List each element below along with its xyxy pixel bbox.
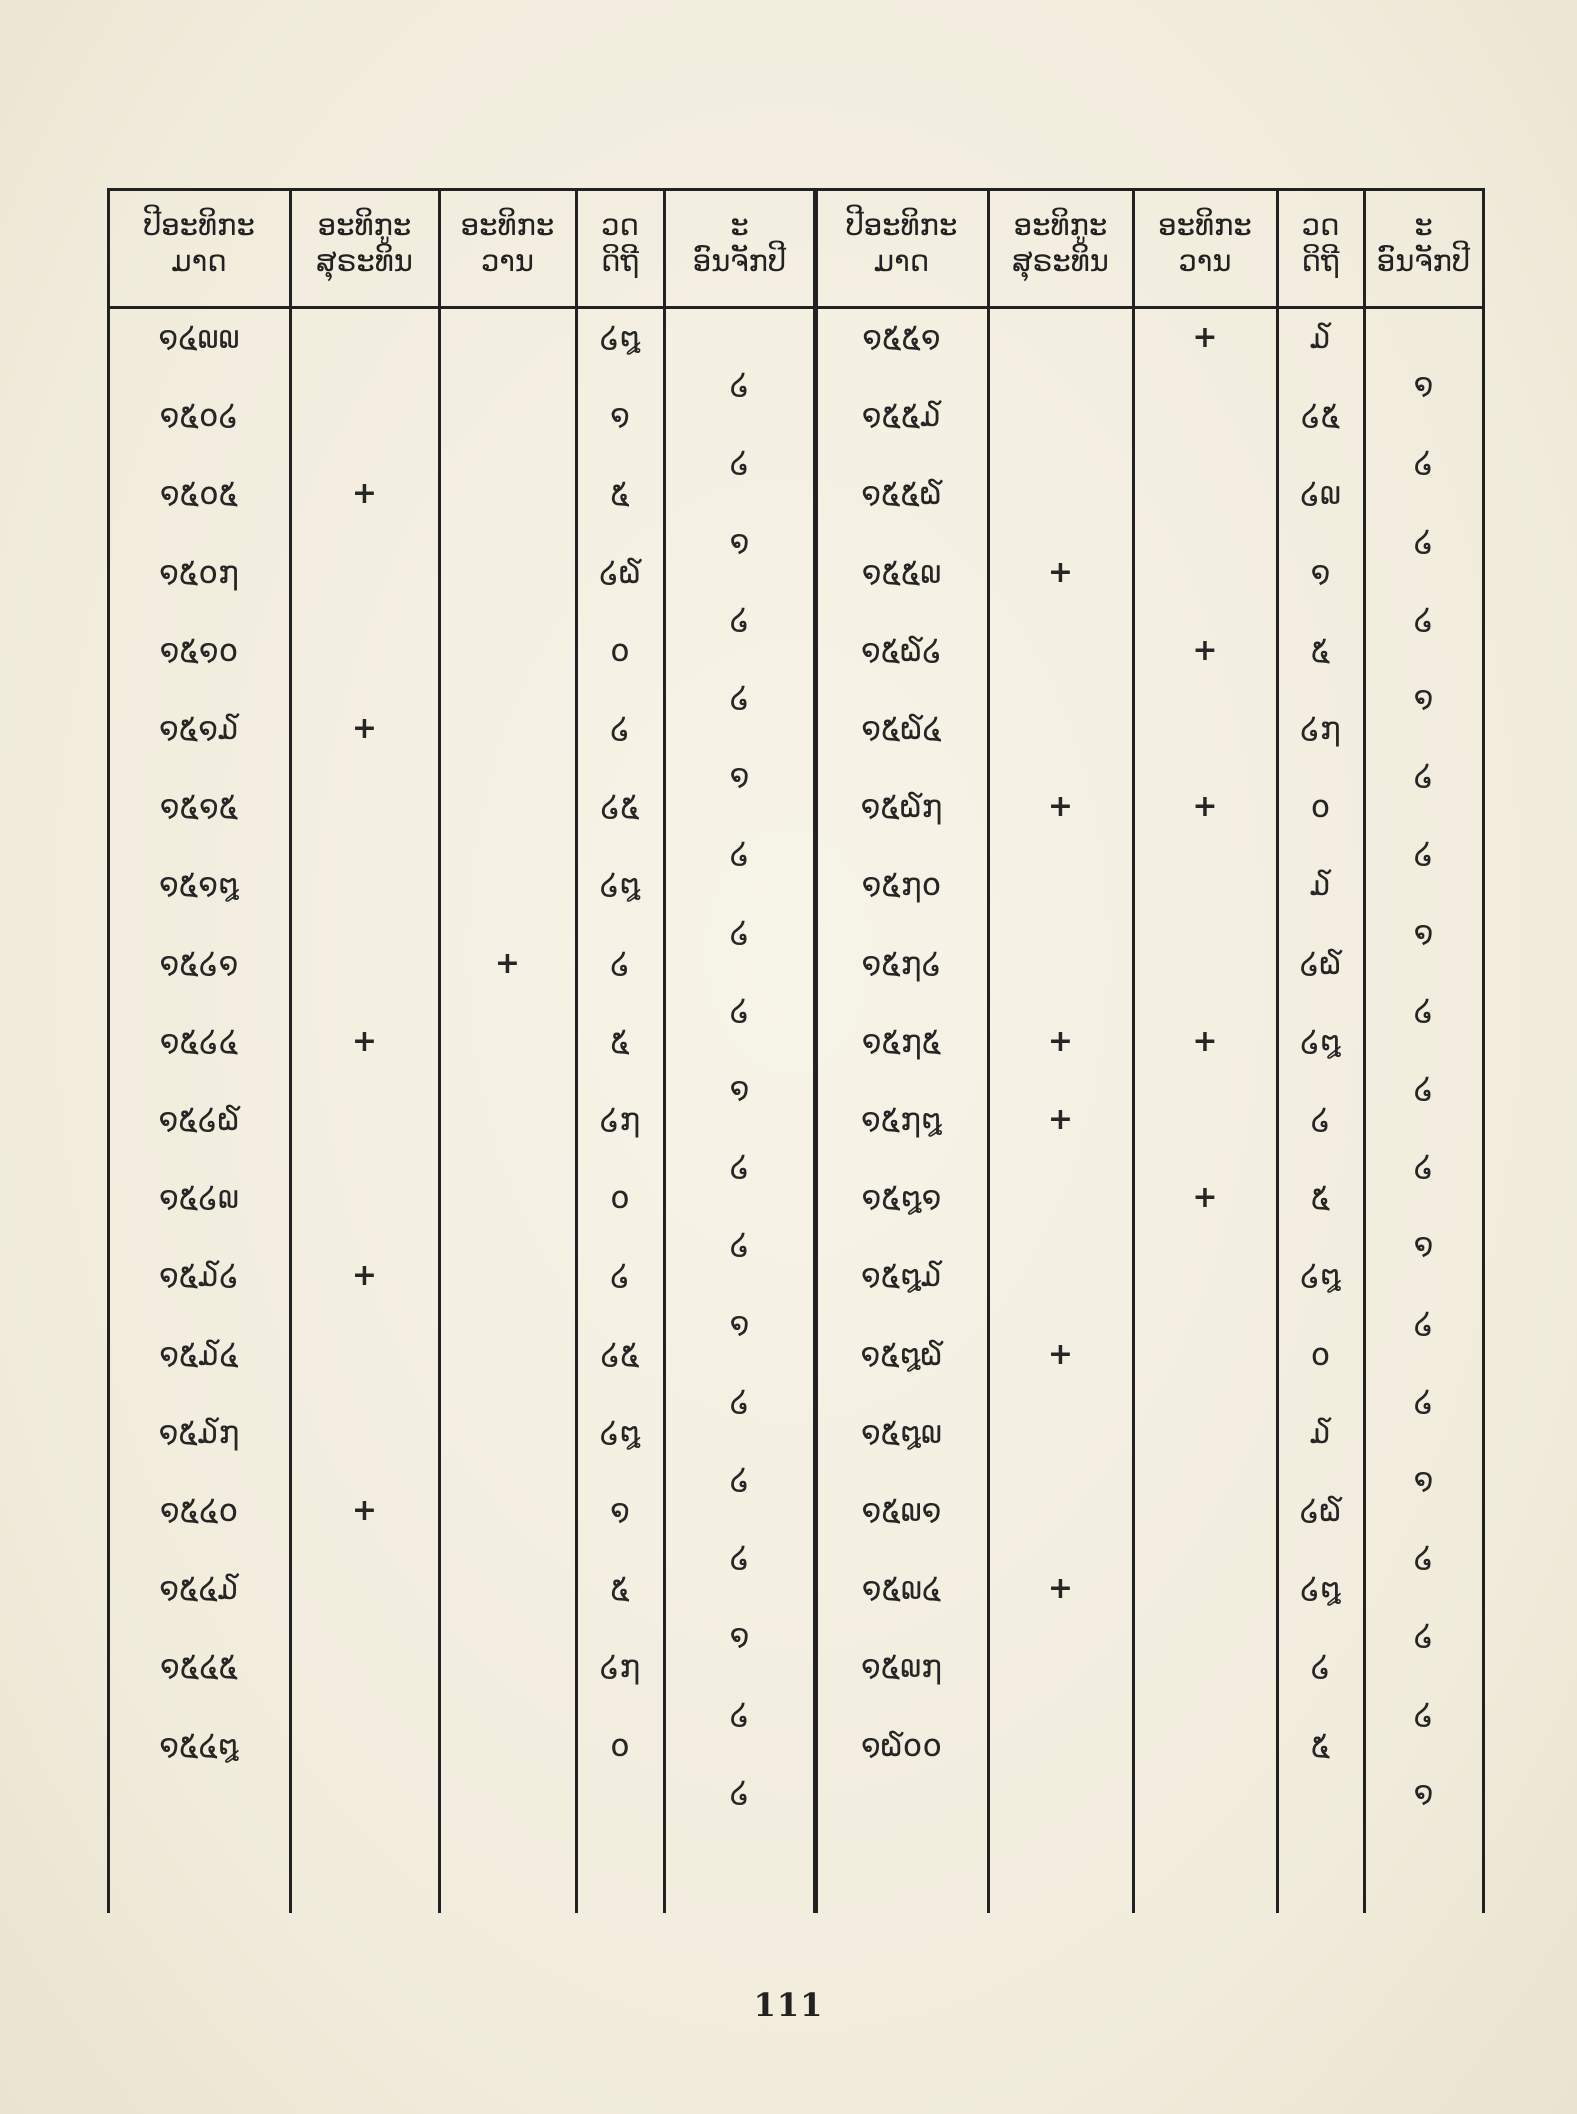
tithi-cell: ໒໕ <box>600 1336 640 1373</box>
cycle-cell: ໒ <box>729 445 750 482</box>
tithi-cell: ໓ <box>1310 867 1331 904</box>
leap-year-mark: + <box>351 476 378 512</box>
column-header <box>1133 194 1277 292</box>
column-header-line: ວານ <box>1178 244 1232 278</box>
cycle-cell: ໑ <box>1413 367 1434 404</box>
leap-month-year-cell: ໑໕໐໕ <box>159 476 239 513</box>
cycle-cell: ໒ <box>1413 758 1434 795</box>
page-number: 111 <box>753 1986 824 2024</box>
cycle-cell: ໒ <box>1413 601 1434 638</box>
leap-month-year-cell: ໑໕໔໓ <box>159 1571 239 1608</box>
column-header-line: ະ <box>730 208 749 242</box>
column-header <box>815 194 988 292</box>
column-header-line: ດິຖີ <box>1301 244 1340 278</box>
leap-year-mark: + <box>1047 1023 1074 1059</box>
tithi-cell: ໐ <box>610 1180 630 1217</box>
leap-month-year-cell: ໑໕໑໘ <box>159 867 239 904</box>
leap-month-year-cell: ໑໕໕໓ <box>861 398 942 435</box>
cycle-cell: ໒ <box>729 1227 750 1264</box>
column-header <box>576 194 664 292</box>
column-header-line: ອົນຈັກປີ <box>1376 244 1471 278</box>
column-header-line: ອະທິກະ <box>460 208 555 242</box>
cycle-cell: ໒ <box>1413 1696 1434 1733</box>
cycle-cell: ໒ <box>1413 523 1434 560</box>
column-header <box>988 194 1133 292</box>
column-header-line: ສຸຣະທິນ <box>316 244 413 278</box>
cycle-cell: ໒ <box>729 914 750 951</box>
cycle-cell: ໒ <box>729 367 750 404</box>
cycle-cell: ໒ <box>729 1461 750 1498</box>
column-header-line: ອົນຈັກປີ <box>692 244 787 278</box>
tithi-cell: ໒ <box>1310 1102 1331 1138</box>
leap-month-year-cell: ໑໕໕໑ <box>862 320 941 356</box>
column-header-line: ອະທິກູະ <box>317 208 412 242</box>
tithi-cell: ໒໕ <box>600 789 640 826</box>
column-header-line: ອະທິກູະ <box>1013 208 1108 242</box>
leap-month-year-cell: ໑໕໓໒ <box>159 1258 239 1295</box>
leap-day-mark: + <box>1192 1180 1218 1216</box>
cycle-cell: ໒ <box>729 1540 750 1577</box>
leap-month-year-cell: ໑໕໗໘ <box>861 1102 942 1138</box>
leap-month-year-cell: ໑໕໔໘ <box>159 1727 239 1764</box>
cycle-cell: ໒ <box>729 679 750 716</box>
tithi-cell: ໑ <box>610 398 630 435</box>
leap-year-mark: + <box>1047 554 1074 590</box>
column-header <box>439 194 576 292</box>
leap-month-year-cell: ໑໕໒໙ <box>158 1180 240 1217</box>
leap-month-year-cell: ໑໕໓໔ <box>159 1336 239 1373</box>
column-header <box>664 194 815 292</box>
tithi-cell: ໒໘ <box>1300 1258 1341 1295</box>
cycle-cell: ໒ <box>729 1696 750 1733</box>
leap-month-year-cell: ໑໕໓໗ <box>158 1414 240 1451</box>
leap-month-year-cell: ໑໕໑໐ <box>159 632 239 669</box>
column-header-line: ະ <box>1414 208 1433 242</box>
leap-month-year-cell: ໑໕໔໕ <box>160 1649 238 1686</box>
tithi-cell: ໕ <box>1310 632 1331 669</box>
cycle-cell: ໒ <box>729 1383 750 1420</box>
leap-month-year-cell: ໑໕໘໖ <box>860 1336 943 1373</box>
cycle-cell: ໒ <box>729 601 750 638</box>
column-header <box>290 194 439 292</box>
leap-month-year-cell: ໑໕໙໗ <box>861 1649 942 1686</box>
cycle-cell: ໑ <box>729 1070 750 1107</box>
leap-year-mark: + <box>351 1023 378 1059</box>
tithi-cell: ໐ <box>610 632 630 669</box>
tithi-cell: ໕ <box>610 1023 630 1060</box>
tithi-cell: ໒໘ <box>599 320 641 356</box>
cycle-cell: ໒ <box>1413 1540 1434 1577</box>
leap-month-year-cell: ໑໕໙໑ <box>861 1493 942 1529</box>
leap-year-mark: + <box>1047 1102 1074 1137</box>
leap-year-mark: + <box>1047 789 1074 825</box>
tithi-cell: ໒໕ <box>1300 398 1341 435</box>
cycle-cell: ໑ <box>1413 914 1434 951</box>
leap-year-mark: + <box>1047 1571 1074 1607</box>
tithi-cell: ໒໘ <box>599 867 641 904</box>
tithi-cell: ໒໘ <box>1300 1023 1341 1060</box>
leap-month-year-cell: ໑໖໐໐ <box>860 1727 943 1764</box>
tithi-cell: ໒ <box>610 945 630 982</box>
column-header-line: ມາດ <box>171 244 227 278</box>
leap-month-year-cell: ໑໕໗໐ <box>861 867 942 904</box>
tithi-cell: ໕ <box>1310 1727 1331 1764</box>
cycle-cell: ໒ <box>1413 1618 1434 1655</box>
cycle-cell: ໑ <box>1413 1461 1434 1498</box>
leap-day-mark: + <box>1192 789 1218 825</box>
leap-year-mark: + <box>351 711 378 746</box>
column-header-line: ປີອະທິກະ <box>143 208 255 242</box>
column-header-line: ອະທິກະ <box>1158 208 1252 242</box>
cycle-cell: ໒ <box>1413 992 1434 1029</box>
column-header-line: ວານ <box>480 244 535 278</box>
leap-month-year-cell: ໑໕໕໙ <box>861 554 942 591</box>
cycle-cell: ໑ <box>1413 679 1434 716</box>
column-header-line: ປີອະທິກະ <box>845 208 958 242</box>
tithi-cell: ໐ <box>1310 789 1331 826</box>
leap-month-year-cell: ໑໕໐໒ <box>159 398 239 435</box>
tithi-cell: ໒໗ <box>599 1102 641 1138</box>
leap-month-year-cell: ໑໕໖໔ <box>861 711 942 747</box>
cycle-cell: ໒ <box>729 1774 750 1811</box>
tithi-cell: ໑ <box>1310 554 1331 591</box>
leap-month-year-cell: ໑໕໗໒ <box>861 945 942 982</box>
column-header <box>1277 194 1364 292</box>
tithi-cell: ໐ <box>1310 1336 1331 1373</box>
leap-month-year-cell: ໑໕໒໑ <box>159 945 239 982</box>
tithi-cell: ໒໖ <box>1299 1493 1342 1529</box>
intercalation-table <box>108 188 1488 1913</box>
column-header-line: ດິຖີ <box>600 244 640 278</box>
tithi-cell: ໒ <box>610 1258 630 1295</box>
column-header <box>1364 194 1483 292</box>
tithi-cell: ໒໖ <box>599 554 641 591</box>
column-header-line: ສຸຣະທິນ <box>1012 244 1109 278</box>
cycle-cell: ໑ <box>1413 1227 1434 1264</box>
column-header-line: ວດ <box>601 208 639 242</box>
leap-month-year-cell: ໑໕໒໖ <box>158 1102 240 1138</box>
leap-month-year-cell: ໑໔໙໙ <box>158 320 240 356</box>
leap-month-year-cell: ໑໕໘໑ <box>861 1180 942 1217</box>
cycle-cell: ໒ <box>729 1149 750 1186</box>
cycle-cell: ໒ <box>1413 1149 1434 1186</box>
tithi-cell: ໓ <box>1310 1414 1331 1451</box>
tithi-cell: ໒໗ <box>1300 711 1341 747</box>
leap-day-mark: + <box>494 945 521 981</box>
cycle-cell: ໒ <box>729 836 750 873</box>
leap-day-mark: + <box>1192 1023 1218 1059</box>
tithi-cell: ໒ <box>1310 1649 1331 1686</box>
tithi-cell: ໒໙ <box>1300 476 1341 513</box>
leap-month-year-cell: ໑໕໘໓ <box>861 1258 942 1295</box>
leap-month-year-cell: ໑໕໘໙ <box>860 1414 943 1451</box>
column-header-line: ວດ <box>1301 208 1340 242</box>
leap-day-mark: + <box>1192 632 1218 668</box>
leap-month-year-cell: ໑໕໙໔ <box>861 1571 942 1608</box>
leap-month-year-cell: ໑໕໑໕ <box>159 789 239 826</box>
leap-month-year-cell: ໑໕໗໕ <box>861 1023 942 1060</box>
leap-year-mark: + <box>351 1493 378 1528</box>
cycle-cell: ໑ <box>729 1305 750 1342</box>
leap-month-year-cell: ໑໕໔໐ <box>159 1493 239 1529</box>
cycle-cell: ໒ <box>1413 1070 1434 1107</box>
cycle-cell: ໑ <box>729 758 750 795</box>
tithi-cell: ໒໗ <box>599 1649 641 1686</box>
tithi-cell: ໕ <box>1310 1180 1331 1217</box>
cycle-cell: ໑ <box>729 1618 750 1655</box>
leap-month-year-cell: ໑໕໕໖ <box>861 476 942 513</box>
cycle-cell: ໒ <box>1413 1305 1434 1342</box>
cycle-cell: ໒ <box>1413 1383 1434 1420</box>
leap-year-mark: + <box>351 1258 378 1294</box>
tithi-cell: ໓ <box>1310 320 1331 356</box>
cycle-cell: ໒ <box>1413 836 1434 873</box>
tithi-cell: ໒ <box>610 711 630 747</box>
cycle-cell: ໒ <box>1413 445 1434 482</box>
leap-day-mark: + <box>1192 320 1218 355</box>
column-header-line: ມາດ <box>873 244 930 278</box>
leap-month-year-cell: ໑໕໐໗ <box>159 554 239 591</box>
tithi-cell: ໐ <box>610 1727 630 1764</box>
cycle-cell: ໒ <box>729 992 750 1029</box>
cycle-cell: ໑ <box>1413 1774 1434 1811</box>
leap-month-year-cell: ໑໕໖໗ <box>860 789 943 826</box>
cycle-cell: ໑ <box>729 523 750 560</box>
column-header <box>108 194 290 292</box>
leap-year-mark: + <box>1047 1336 1074 1372</box>
tithi-cell: ໒໘ <box>599 1414 641 1451</box>
tithi-cell: ໒໘ <box>1300 1571 1341 1608</box>
leap-month-year-cell: ໑໕໖໒ <box>861 632 942 669</box>
tithi-cell: ໕ <box>610 476 630 513</box>
tithi-cell: ໑ <box>610 1493 630 1529</box>
tithi-cell: ໕ <box>610 1571 630 1608</box>
leap-month-year-cell: ໑໕໒໔ <box>159 1023 239 1060</box>
leap-month-year-cell: ໑໕໑໓ <box>159 711 239 747</box>
tithi-cell: ໒໖ <box>1299 945 1342 982</box>
